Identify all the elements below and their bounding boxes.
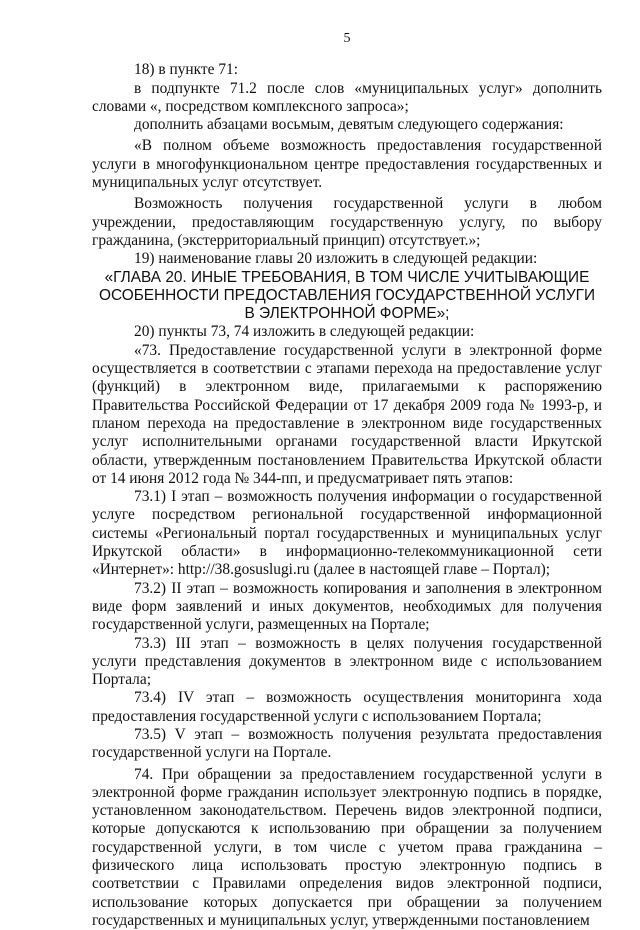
paragraph-73: «73. Предоставление государственной услуги в электронной форме осуществляется в соответствии с этапами перехода на предоставление услуг (функций) в электронном виде, прилагаемыми к распоряжению Правительства Российской Федерации от 17 декабря 2009 года № 1993-р, и планом перехода на предоставление в электронном виде государственных услуг исполнительными органами государственной власти Иркутской области, утвержденным постановлением Правительства Иркутской области от 14 июня 2012 года № 344-пп, и предусматривает пять этапов: [92,341,602,487]
paragraph-item-19: 19) наименование главы 20 изложить в следующей редакции: [134,250,538,268]
paragraph-add-clauses: дополнить абзацами восьмым, девятым следующего содержания: [134,116,564,134]
paragraph-item-20: 20) пункты 73, 74 изложить в следующей редакции: [134,323,475,341]
page-number: 5 [343,31,351,46]
paragraph-item-18: 18) в пункте 71: [134,61,238,79]
paragraph-73-3: 73.3) III этап – возможность в целях получения государственной услуги представления документов в электронном виде с использованием Портала; [92,634,602,689]
paragraph-extraterritorial: Возможность получения государственной услуги в любом учреждении, предоставляющим государственную услугу, по выбору гражданина, (экстерриториальный принцип) отсутствует.»; [92,195,602,249]
paragraph-73-4: 73.4) IV этап – возможность осуществления мониторинга хода предоставления государственной услуги с использованием Портала; [92,689,602,725]
paragraph-mfc-availability: «В полном объеме возможность предоставления государственной услуги в многофункциональном центре предоставления государственных и муниципальных услуг отсутствует. [92,137,602,192]
chapter-20-heading: «ГЛАВА 20. ИНЫЕ ТРЕБОВАНИЯ, В ТОМ ЧИСЛЕ УЧИТЫВАЮЩИЕ ОСОБЕННОСТИ ПРЕДОСТАВЛЕНИЯ ГОСУДАРСТВЕННОЙ УСЛУГИ В ЭЛЕКТРОННОЙ ФОРМЕ»; [98,268,596,323]
paragraph-73-1: 73.1) I этап – возможность получения информации о государственной услуге посредством региональной государственной информационной системы «Региональный портал государственных и муниципальных услуг Иркутской области» в информационно-телекоммуникационной сети «Интернет»: http://38.gosuslugi.ru (далее в настоящей главе – Портал); [92,488,602,579]
paragraph-74: 74. При обращении за предоставлением государственной услуги в электронной форме гражданин использует электронную подпись в порядке, установленном законодательством. Перечень видов электронной подписи, которые допускаются к использованию при обращении за получением государственной услуги, в том числе с учетом права гражданина – физического лица использовать простую электронную подпись в соответствии с Правилами определения видов электронной подписи, использование которых допускается при обращении за получением государственных и муниципальных услуг, утвержденными постановлением [92,765,602,929]
paragraph-73-5: 73.5) V этап – возможность получения результата предоставления государственной услуги на Портале. [92,725,602,762]
paragraph-subitem-71-2: в подпункте 71.2 после слов «муниципальных услуг» дополнить словами «, посредством комплексного запроса»; [92,79,602,115]
paragraph-73-2: 73.2) II этап – возможность копирования и заполнения в электронном виде форм заявлений и иных документов, необходимых для получения государственной услуги, размещенных на Портале; [92,579,602,634]
